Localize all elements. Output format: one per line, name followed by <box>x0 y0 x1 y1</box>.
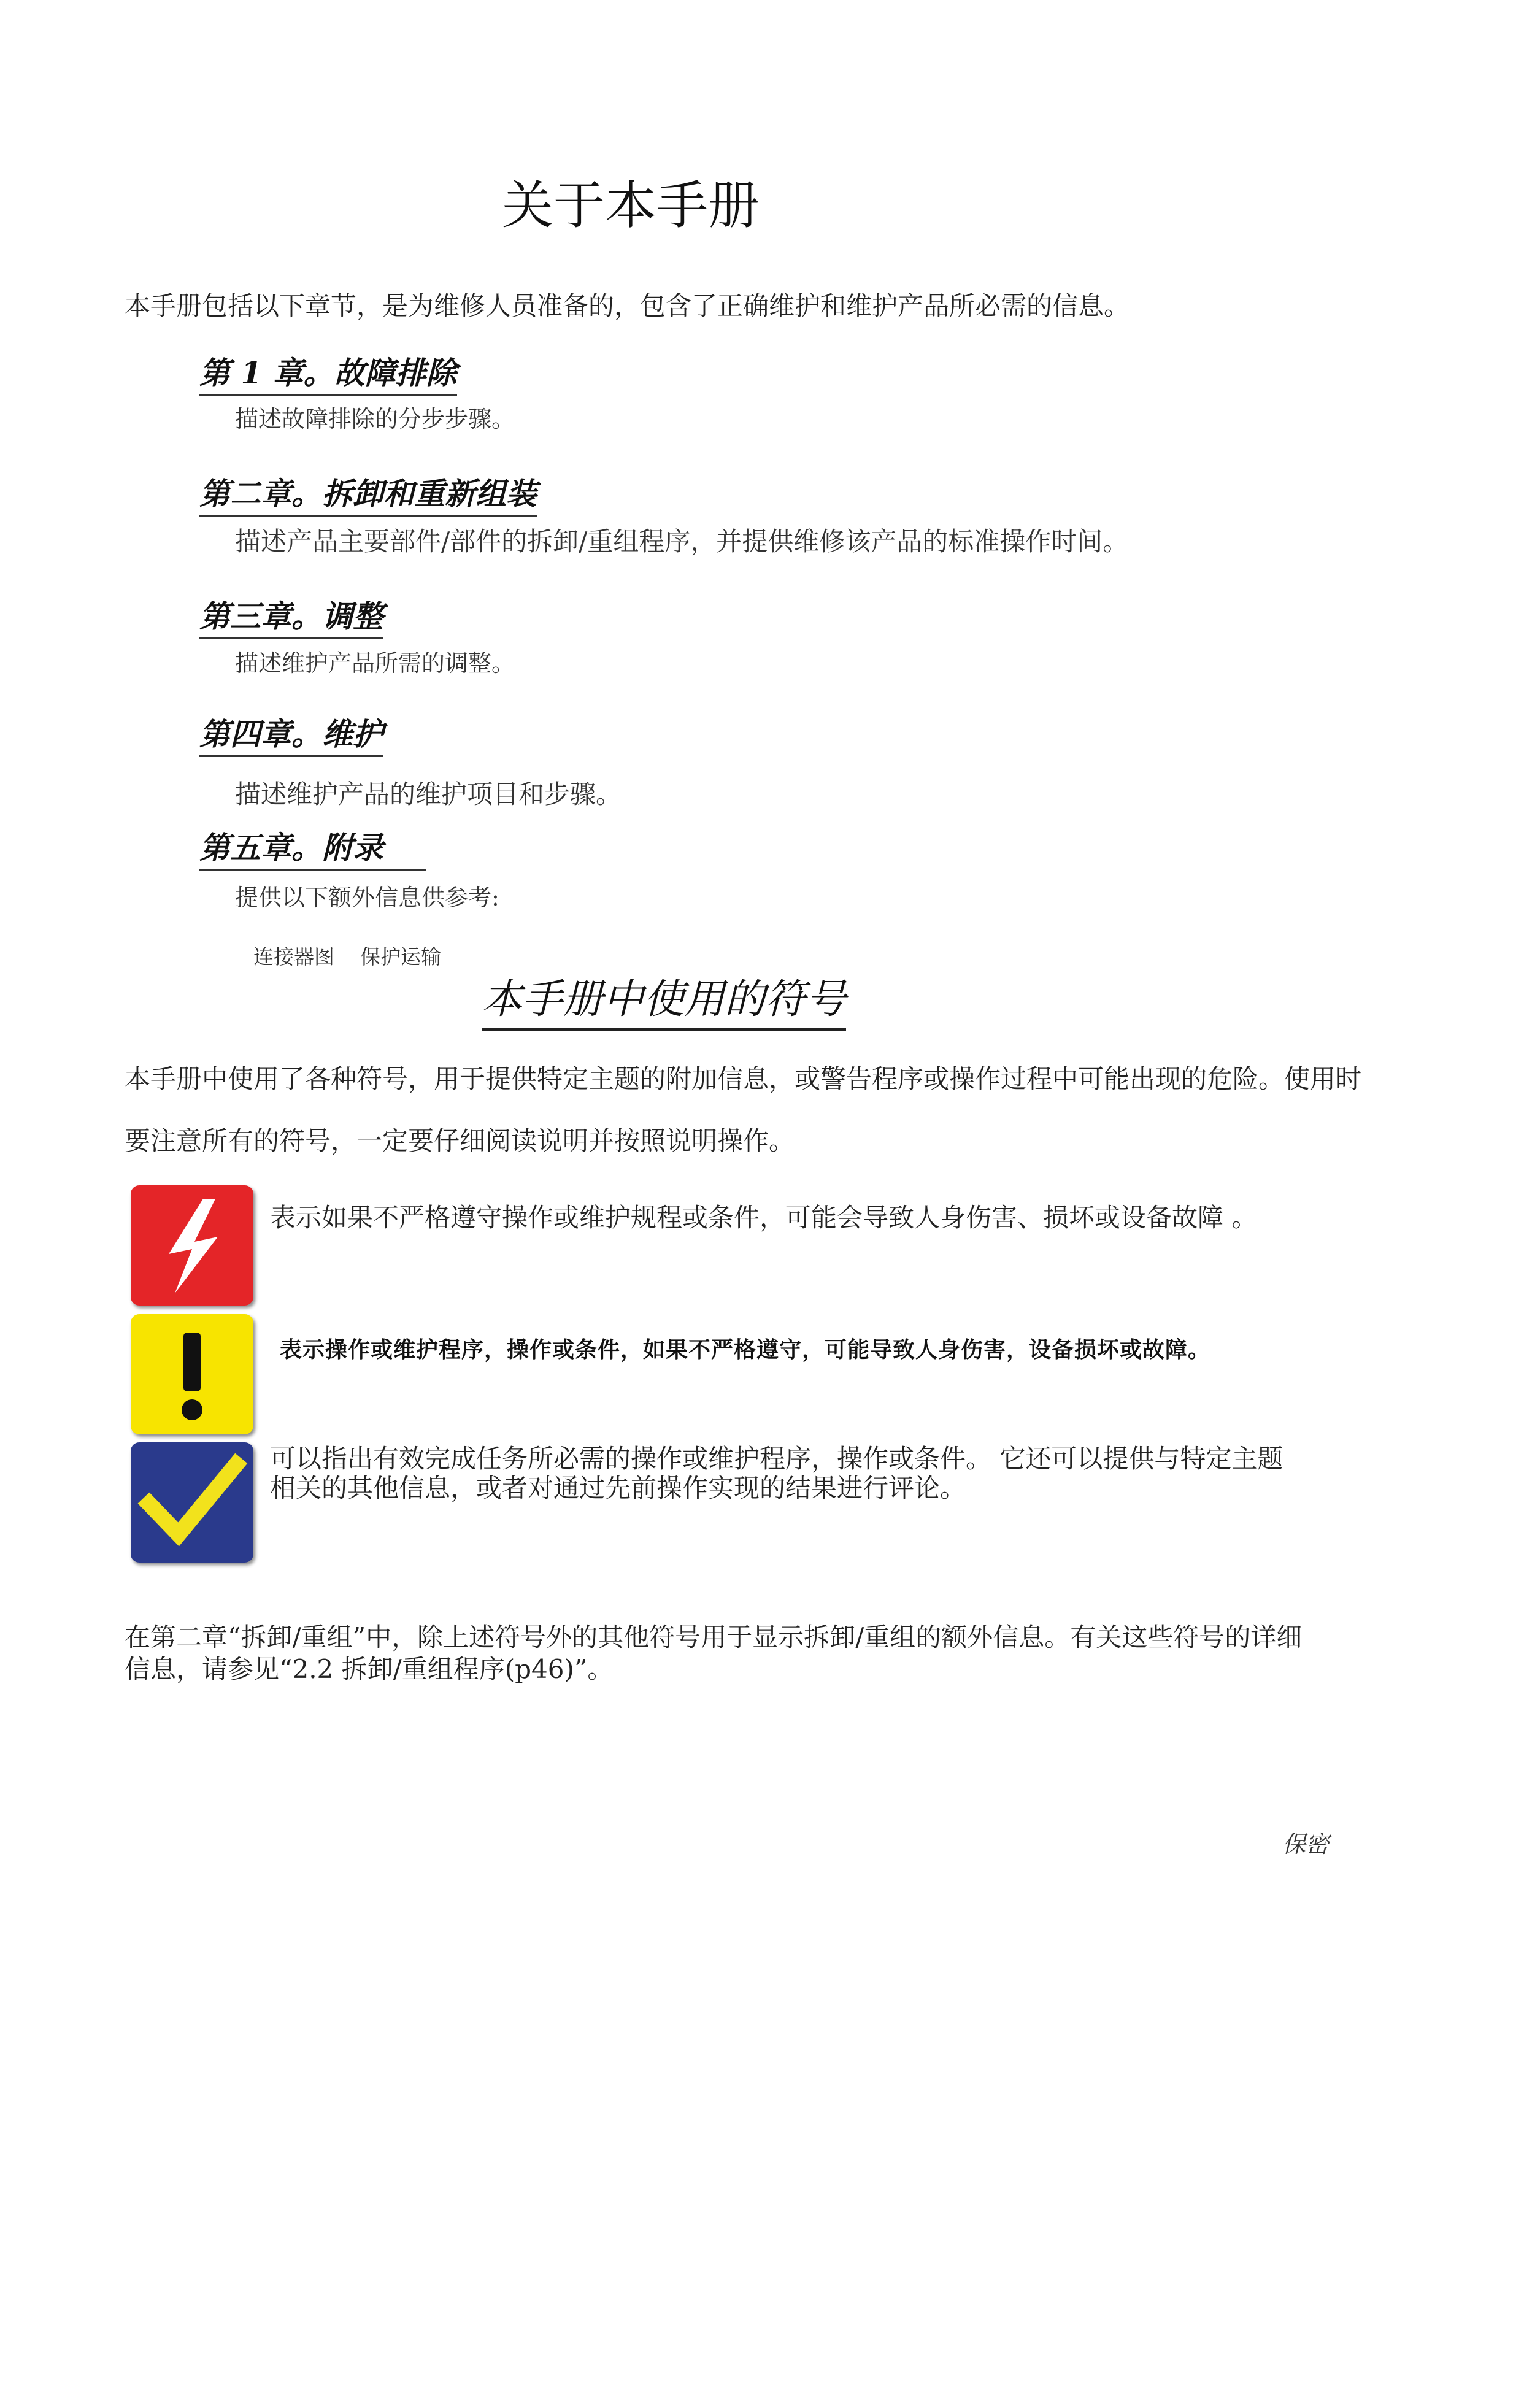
chapter-5-items: 连接器图 保护运输 <box>253 945 441 969</box>
confidential-label: 保密 <box>1282 1831 1330 1858</box>
chapter-5-title: 第五章。附录 <box>199 823 426 871</box>
chapter-1-title: 第 1 章。故障排除 <box>199 348 457 396</box>
symbol-note-text-line1: 可以指出有效完成任务所必需的操作或维护程序，操作或条件。 它还可以提供与特定主题 <box>270 1444 1283 1474</box>
chapter-4-desc: 描述维护产品的维护项目和步骤。 <box>235 779 622 809</box>
symbol-caution-text: 表示操作或维护程序，操作或条件，如果不严格遵守，可能导致人身伤害，设备损坏或故障。 <box>280 1337 1211 1363</box>
chapter-3-desc: 描述维护产品所需的调整。 <box>235 650 515 677</box>
intro-text: 本手册包括以下章节，是为维修人员准备的，包含了正确维护和维护产品所必需的信息。 <box>125 291 1130 321</box>
symbol-warning-text: 表示如果不严格遵守操作或维护规程或条件，可能会导致人身伤害、损坏或设备故障 。 <box>270 1202 1258 1233</box>
chapter-4-title: 第四章。维护 <box>199 710 383 757</box>
checkmark-icon <box>131 1442 253 1563</box>
closing-line1: 在第二章“拆卸/重组”中，除上述符号外的其他符号用于显示拆卸/重组的额外信息。有关这些符号的详细 <box>125 1622 1303 1652</box>
symbols-intro-line2: 要注意所有的符号，一定要仔细阅读说明并按照说明操作。 <box>125 1126 795 1156</box>
closing-line2: 信息，请参见“2.2 拆卸/重组程序(p46)”。 <box>125 1654 614 1684</box>
symbol-note-text-line2: 相关的其他信息，或者对通过先前操作实现的结果进行评论。 <box>270 1473 966 1503</box>
symbols-heading: 本手册中使用的符号 <box>482 966 846 1031</box>
chapter-1-desc: 描述故障排除的分步步骤。 <box>235 406 515 433</box>
chapter-3-title: 第三章。调整 <box>199 592 383 639</box>
chapter-5-desc: 提供以下额外信息供参考: <box>235 884 499 911</box>
page-title: 关于本手册 <box>502 175 760 236</box>
symbols-intro-line1: 本手册中使用了各种符号，用于提供特定主题的附加信息，或警告程序或操作过程中可能出现的危险。使用时 <box>125 1064 1362 1094</box>
chapter-2-desc: 描述产品主要部件/部件的拆卸/重组程序，并提供维修该产品的标准操作时间。 <box>235 526 1129 556</box>
exclamation-icon <box>131 1314 253 1434</box>
chapter-2-title: 第二章。拆卸和重新组装 <box>199 469 537 517</box>
lightning-icon <box>131 1185 253 1306</box>
